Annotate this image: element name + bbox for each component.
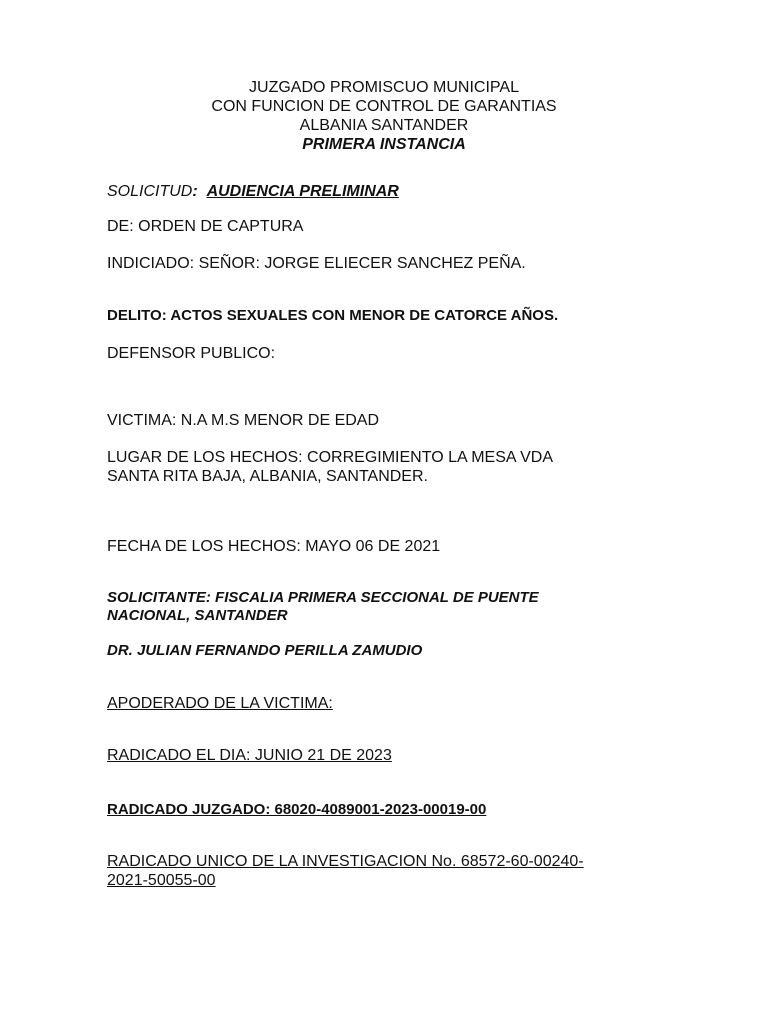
solicitud-value: AUDIENCIA PRELIMINAR [206, 183, 399, 200]
de-line: DE: ORDEN DE CAPTURA [107, 218, 304, 235]
radicado-unico-line-2: 2021-50055-00 [107, 872, 216, 889]
apoderado-line: APODERADO DE LA VICTIMA: [107, 695, 333, 712]
radicado-unico-line-1: RADICADO UNICO DE LA INVESTIGACION No. 68572-60-00240- [107, 853, 584, 870]
delito-line: DELITO: ACTOS SEXUALES CON MENOR DE CATORCE AÑOS. [107, 307, 559, 324]
court-name: JUZGADO PROMISCUO MUNICIPAL [249, 79, 519, 96]
solicitud-label: SOLICITUD [107, 183, 193, 200]
defensor-line: DEFENSOR PUBLICO: [107, 345, 276, 362]
radicado-dia-line: RADICADO EL DIA: JUNIO 21 DE 2023 [107, 747, 392, 764]
indiciado-line: INDICIADO: SEÑOR: JORGE ELIECER SANCHEZ PEÑA. [107, 255, 526, 272]
solicitud-sep: : [192, 183, 198, 200]
court-function: CON FUNCION DE CONTROL DE GARANTIAS [211, 98, 557, 115]
victima-line: VICTIMA: N.A M.S MENOR DE EDAD [107, 412, 380, 429]
solicitante-line-2: NACIONAL, SANTANDER [107, 607, 288, 624]
fiscal-line: DR. JULIAN FERNANDO PERILLA ZAMUDIO [107, 642, 423, 659]
radicado-juzgado-line: RADICADO JUZGADO: 68020-4089001-2023-00019-00 [107, 801, 487, 818]
court-location: ALBANIA SANTANDER [299, 117, 469, 134]
lugar-line-1: LUGAR DE LOS HECHOS: CORREGIMIENTO LA MESA VDA [107, 449, 554, 466]
solicitud-line [107, 182, 399, 201]
fecha-line: FECHA DE LOS HECHOS: MAYO 06 DE 2021 [107, 538, 441, 555]
solicitante-line-1: SOLICITANTE: FISCALIA PRIMERA SECCIONAL DE PUENTE [107, 589, 539, 606]
instance-label: PRIMERA INSTANCIA [302, 136, 466, 153]
lugar-line-2: SANTA RITA BAJA, ALBANIA, SANTANDER. [107, 468, 428, 485]
court-header [0, 78, 768, 154]
